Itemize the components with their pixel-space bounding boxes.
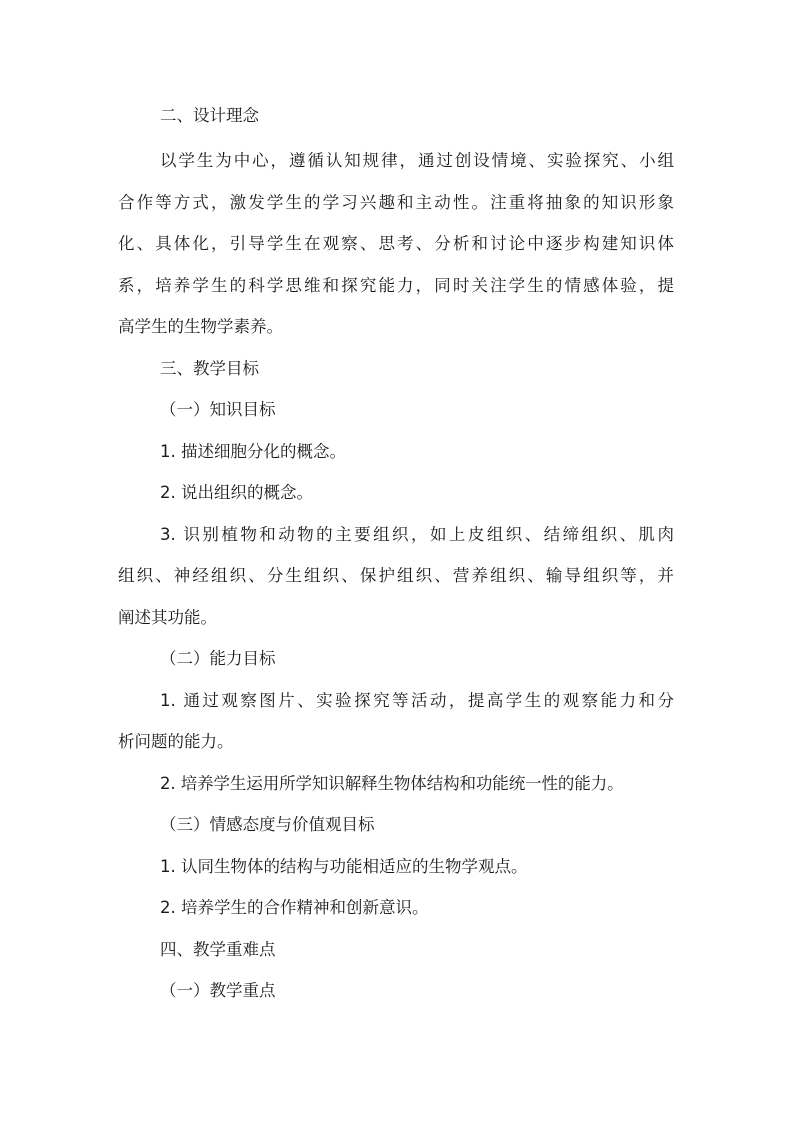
emotion-item: 2. 培养学生的合作精神和创新意识。 bbox=[160, 898, 429, 917]
design-paragraph-line: 以学生为中心，遵循认知规律，通过创设情境、实验探究、小组 bbox=[160, 151, 674, 170]
design-paragraph-line: 合作等方式，激发学生的学习兴趣和主动性。注重将抽象的知识形象 bbox=[118, 193, 674, 212]
section-heading-design: 二、设计理念 bbox=[160, 106, 259, 125]
subheading-keypoints: （一）教学重点 bbox=[160, 981, 276, 1000]
knowledge-item: 2. 说出组织的概念。 bbox=[160, 483, 313, 502]
ability-item-continuation: 析问题的能力。 bbox=[118, 732, 234, 751]
knowledge-item: 1. 描述细胞分化的概念。 bbox=[160, 442, 346, 461]
design-paragraph-line: 化、具体化，引导学生在观察、思考、分析和讨论中逐步构建知识体 bbox=[118, 234, 674, 253]
ability-item: 1. 通过观察图片、实验探究等活动，提高学生的观察能力和分 bbox=[160, 691, 674, 710]
knowledge-item-continuation: 阐述其功能。 bbox=[118, 608, 217, 627]
ability-item: 2. 培养学生运用所学知识解释生物体结构和功能统一性的能力。 bbox=[160, 774, 624, 793]
design-paragraph-line: 系，培养学生的科学思维和探究能力，同时关注学生的情感体验，提 bbox=[118, 276, 674, 295]
section-heading-objectives: 三、教学目标 bbox=[160, 359, 259, 378]
knowledge-item: 3. 识别植物和动物的主要组织，如上皮组织、结缔组织、肌肉 bbox=[160, 525, 674, 544]
subheading-ability: （二）能力目标 bbox=[160, 649, 276, 668]
subheading-emotion: （三）情感态度与价值观目标 bbox=[160, 815, 375, 834]
section-heading-keypoints: 四、教学重难点 bbox=[160, 940, 276, 959]
subheading-knowledge: （一）知识目标 bbox=[160, 400, 276, 419]
knowledge-item-continuation: 组织、神经组织、分生组织、保护组织、营养组织、输导组织等，并 bbox=[118, 566, 674, 585]
emotion-item: 1. 认同生物体的结构与功能相适应的生物学观点。 bbox=[160, 857, 528, 876]
design-paragraph-line: 高学生的生物学素养。 bbox=[118, 317, 283, 336]
